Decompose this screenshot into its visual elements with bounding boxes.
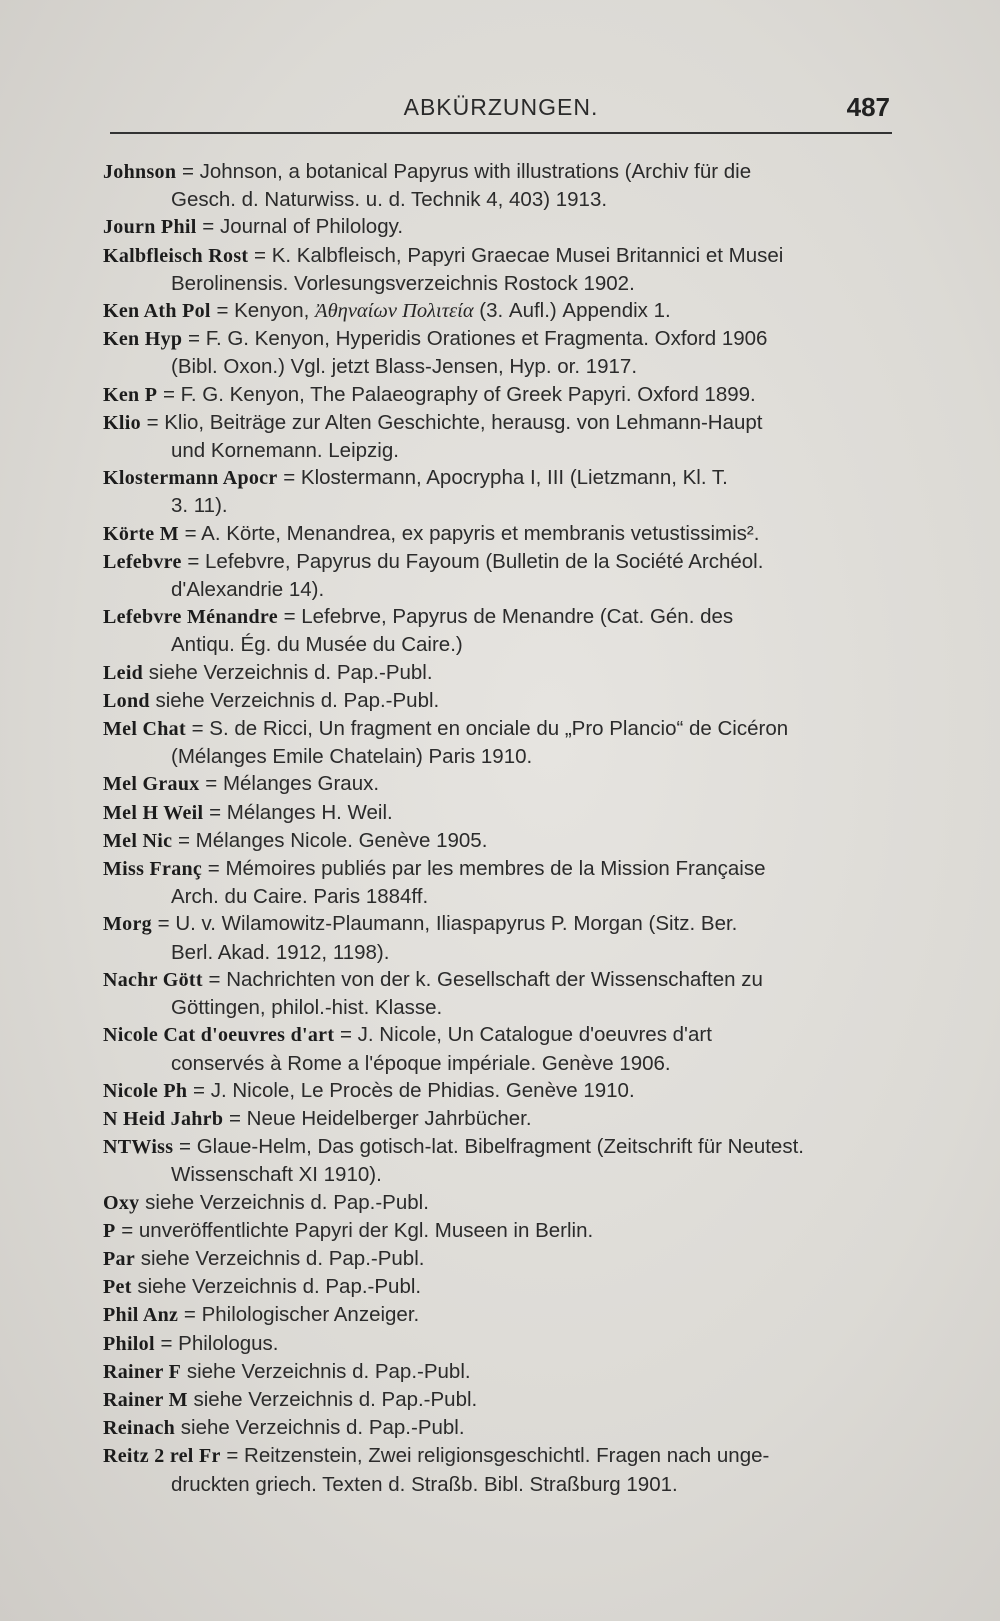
entry-text: = U. v. Wilamowitz-Plaumann, Iliaspapyrus P. Morgan (Sitz. Ber. xyxy=(151,912,738,936)
entry-text: = Klostermann, Apocrypha I, III (Lietzmann, Kl. T. xyxy=(277,466,728,490)
abbreviation-entry xyxy=(103,1273,893,1301)
entry-continuation: Wissenschaft XI 1910). xyxy=(171,1163,382,1187)
abbreviation-entry xyxy=(103,1189,893,1217)
entry-text: = S. de Ricci, Un fragment en onciale du „Pro Plancio“ de Cicéron xyxy=(185,717,789,741)
entry-abbreviation: Lefebvre Ménandre xyxy=(103,606,278,629)
entry-abbreviation: Kalbfleisch Rost xyxy=(103,244,249,267)
entry-abbreviation: Journ Phil xyxy=(103,216,197,239)
entry-first-line xyxy=(103,827,893,855)
entry-abbreviation: Mel H Weil xyxy=(103,801,204,824)
entry-text: siehe Verzeichnis d. Pap.-Publ. xyxy=(175,1416,465,1440)
entry-continuation: druckten griech. Texten d. Straßb. Bibl. Straßburg 1901. xyxy=(171,1472,678,1496)
entry-text: = K. Kalbfleisch, Papyri Graecae Musei Britannici et Musei xyxy=(248,243,784,267)
entry-abbreviation: Klio xyxy=(103,411,141,434)
abbreviation-entry xyxy=(103,1077,893,1105)
abbreviation-entry xyxy=(103,1386,893,1414)
entry-first-line xyxy=(103,799,893,827)
abbreviation-list xyxy=(103,158,893,1498)
entry-abbreviation: Reitz 2 rel Fr xyxy=(103,1445,221,1468)
entry-greek-title: Ἀθηναίων Πολιτεία xyxy=(315,300,474,323)
entry-first-line xyxy=(103,409,893,437)
abbreviation-entry xyxy=(103,1414,893,1442)
abbreviation-entry xyxy=(103,770,893,798)
entry-first-line xyxy=(103,855,893,883)
entry-continuation: Gesch. d. Naturwiss. u. d. Technik 4, 403) 1913. xyxy=(171,188,608,212)
entry-text: siehe Verzeichnis d. Pap.-Publ. xyxy=(143,660,433,684)
entry-text: = Reitzenstein, Zwei religionsgeschichtl. Fragen nach unge- xyxy=(220,1444,770,1468)
entry-continuation: d'Alexandrie 14). xyxy=(171,578,325,602)
entry-first-line xyxy=(103,1021,893,1049)
entry-abbreviation: Ken Hyp xyxy=(103,328,183,351)
entry-text: = Philologischer Anzeiger. xyxy=(178,1303,420,1327)
entry-first-line xyxy=(103,1386,893,1414)
abbreviation-entry xyxy=(103,213,893,241)
abbreviation-entry xyxy=(103,381,893,409)
abbreviation-entry xyxy=(103,325,893,380)
entry-first-line xyxy=(103,158,893,186)
entry-continuation: Antiqu. Ég. du Musée du Caire.) xyxy=(171,633,463,657)
entry-continuation: Göttingen, philol.-hist. Klasse. xyxy=(171,996,443,1020)
entry-text: siehe Verzeichnis d. Pap.-Publ. xyxy=(181,1359,471,1383)
entry-continuation: Arch. du Caire. Paris 1884ff. xyxy=(171,885,429,909)
entry-continuation: Berolinensis. Vorlesungsverzeichnis Rostock 1902. xyxy=(171,271,635,295)
entry-first-line xyxy=(103,1442,893,1470)
entry-abbreviation: Mel Graux xyxy=(103,773,200,796)
entry-first-line xyxy=(103,770,893,798)
abbreviation-entry xyxy=(103,1358,893,1386)
entry-continuation: 3. 11). xyxy=(171,494,228,518)
abbreviation-entry xyxy=(103,1105,893,1133)
entry-first-line xyxy=(103,1358,893,1386)
entry-first-line xyxy=(103,687,893,715)
entry-abbreviation: Miss Franç xyxy=(103,858,203,881)
entry-continuation: Berl. Akad. 1912, 1198). xyxy=(171,940,390,964)
entry-first-line xyxy=(103,297,893,325)
entry-text: = Mélanges H. Weil. xyxy=(203,800,393,824)
entry-abbreviation: NTWiss xyxy=(103,1136,174,1159)
abbreviation-entry xyxy=(103,827,893,855)
abbreviation-entry xyxy=(103,1442,893,1497)
entry-text: = Philologus. xyxy=(154,1331,279,1355)
entry-abbreviation: Nachr Gött xyxy=(103,968,203,991)
abbreviation-entry xyxy=(103,409,893,464)
entry-first-line xyxy=(103,1273,893,1301)
entry-first-line xyxy=(103,910,893,938)
abbreviation-entry xyxy=(103,297,893,325)
entry-abbreviation: Morg xyxy=(103,913,152,936)
entry-first-line xyxy=(103,325,893,353)
entry-abbreviation: Mel Nic xyxy=(103,829,173,852)
entry-text: = Lefebvre, Papyrus du Fayoum (Bulletin de la Société Archéol. xyxy=(181,549,764,573)
entry-first-line xyxy=(103,966,893,994)
entry-text: = Journal of Philology. xyxy=(196,215,404,239)
entry-first-line xyxy=(103,1330,893,1358)
abbreviation-entry xyxy=(103,687,893,715)
entry-abbreviation: Leid xyxy=(103,661,144,684)
entry-first-line xyxy=(103,548,893,576)
entry-abbreviation: Phil Anz xyxy=(103,1304,179,1327)
entry-continuation: und Kornemann. Leipzig. xyxy=(171,439,399,463)
entry-first-line xyxy=(103,1189,893,1217)
page-header xyxy=(110,92,892,134)
entry-text: = Lefebrve, Papyrus de Menandre (Cat. Gén. des xyxy=(277,605,734,629)
entry-text: = Mélanges Graux. xyxy=(199,772,380,796)
entry-first-line xyxy=(103,715,893,743)
entry-continuation: (Mélanges Emile Chatelain) Paris 1910. xyxy=(171,745,533,769)
entry-first-line xyxy=(103,242,893,270)
running-head: ABKÜRZUNGEN. xyxy=(403,94,599,120)
entry-text: = Johnson, a botanical Papyrus with illustrations (Archiv für die xyxy=(176,160,752,183)
entry-abbreviation: Rainer F xyxy=(103,1360,182,1383)
entry-abbreviation: Lefebvre xyxy=(103,550,182,573)
entry-abbreviation: Oxy xyxy=(103,1191,140,1214)
abbreviation-entry xyxy=(103,1021,893,1076)
entry-abbreviation: N Heid Jahrb xyxy=(103,1107,224,1130)
abbreviation-entry xyxy=(103,242,893,297)
entry-text: = unveröffentlichte Papyri der Kgl. Museen in Berlin. xyxy=(115,1218,594,1242)
entry-text: siehe Verzeichnis d. Pap.-Publ. xyxy=(149,688,440,712)
entry-abbreviation: Körte M xyxy=(103,522,179,545)
abbreviation-entry xyxy=(103,910,893,965)
entry-text: siehe Verzeichnis d. Pap.-Publ. xyxy=(139,1190,429,1214)
entry-abbreviation: Par xyxy=(103,1247,135,1270)
abbreviation-entry xyxy=(103,464,893,519)
entry-first-line xyxy=(103,1301,893,1329)
abbreviation-entry xyxy=(103,603,893,658)
entry-text: siehe Verzeichnis d. Pap.-Publ. xyxy=(135,1246,425,1270)
abbreviation-entry xyxy=(103,1301,893,1329)
entry-first-line xyxy=(103,520,893,548)
entry-first-line xyxy=(103,1217,893,1245)
abbreviation-entry xyxy=(103,966,893,1021)
entry-first-line xyxy=(103,603,893,631)
entry-text: = J. Nicole, Le Procès de Phidias. Genève 1910. xyxy=(187,1078,635,1102)
entry-text: = F. G. Kenyon, Hyperidis Orationes et Fragmenta. Oxford 1906 xyxy=(182,327,768,351)
entry-abbreviation: Nicole Ph xyxy=(103,1079,188,1102)
entry-abbreviation: Lond xyxy=(103,689,150,712)
entry-abbreviation: Johnson xyxy=(103,161,177,183)
abbreviation-entry xyxy=(103,855,893,910)
entry-first-line xyxy=(103,464,893,492)
entry-abbreviation: Philol xyxy=(103,1332,155,1355)
entry-text: = Glaue-Helm, Das gotisch-lat. Bibelfragment (Zeitschrift für Neutest. xyxy=(173,1135,804,1159)
entry-text: = Kenyon, xyxy=(210,299,316,323)
entry-text: = J. Nicole, Un Catalogue d'oeuvres d'art xyxy=(334,1023,712,1047)
abbreviation-entry xyxy=(103,799,893,827)
abbreviation-entry xyxy=(103,1330,893,1358)
abbreviation-entry xyxy=(103,659,893,687)
entry-first-line xyxy=(103,1077,893,1105)
entry-text: = Mélanges Nicole. Genève 1905. xyxy=(172,828,488,852)
entry-abbreviation: Ken Ath Pol xyxy=(103,300,211,323)
page-number: 487 xyxy=(846,92,890,122)
entry-first-line xyxy=(103,1133,893,1161)
entry-continuation: (Bibl. Oxon.) Vgl. jetzt Blass-Jensen, Hyp. or. 1917. xyxy=(171,355,638,379)
entry-abbreviation: Ken P xyxy=(103,383,158,406)
entry-first-line xyxy=(103,659,893,687)
entry-first-line xyxy=(103,381,893,409)
entry-text: siehe Verzeichnis d. Pap.-Publ. xyxy=(131,1275,422,1299)
entry-text: = Nachrichten von der k. Gesellschaft der Wissenschaften zu xyxy=(202,967,763,991)
entry-abbreviation: P xyxy=(103,1219,116,1242)
entry-text: = Mémoires publiés par les membres de la Mission Française xyxy=(202,857,766,881)
abbreviation-entry xyxy=(103,520,893,548)
abbreviation-entry xyxy=(103,1133,893,1188)
entry-first-line xyxy=(103,1105,893,1133)
entry-abbreviation: Mel Chat xyxy=(103,718,186,741)
abbreviation-entry xyxy=(103,1245,893,1273)
entry-text: = Neue Heidelberger Jahrbücher. xyxy=(223,1106,532,1130)
entry-abbreviation: Rainer M xyxy=(103,1388,188,1411)
entry-text: siehe Verzeichnis d. Pap.-Publ. xyxy=(187,1387,478,1411)
abbreviation-entry xyxy=(103,1217,893,1245)
entry-text: = F. G. Kenyon, The Palaeography of Greek Papyri. Oxford 1899. xyxy=(157,382,756,406)
entry-continuation: conservés à Rome a l'époque impériale. Genève 1906. xyxy=(171,1051,671,1075)
entry-abbreviation: Klostermann Apocr xyxy=(103,467,278,490)
abbreviation-entry xyxy=(103,158,893,213)
abbreviation-entry xyxy=(103,715,893,770)
entry-abbreviation: Reinach xyxy=(103,1417,176,1440)
entry-first-line xyxy=(103,1245,893,1273)
entry-abbreviation: Nicole Cat d'oeuvres d'art xyxy=(103,1024,335,1047)
entry-text-tail: (3. Aufl.) Appendix 1. xyxy=(473,299,671,323)
entry-text: = A. Körte, Menandrea, ex papyris et membranis vetustissimis². xyxy=(178,521,760,545)
abbreviation-entry xyxy=(103,548,893,603)
entry-text: = Klio, Beiträge zur Alten Geschichte, herausg. von Lehmann-Haupt xyxy=(140,410,763,434)
entry-first-line xyxy=(103,1414,893,1442)
entry-abbreviation: Pet xyxy=(103,1276,132,1299)
entry-first-line xyxy=(103,213,893,241)
